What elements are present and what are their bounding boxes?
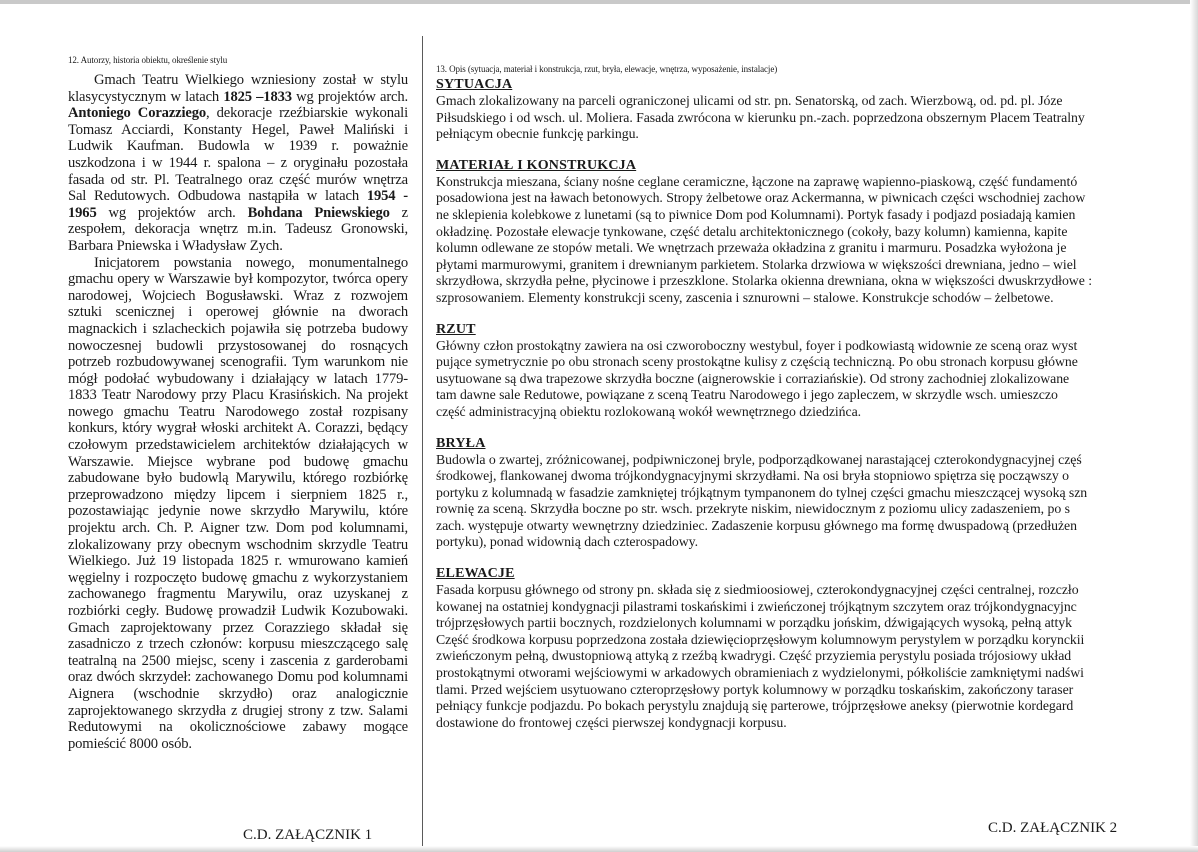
paragraph-text: Inicjatorem powstania nowego, monumentalnego gmachu opery w Warszawie był kompozytor, twórca opery narodowej, Wojciech Bogusławski. Wraz z rozwojem sztuki scenicznej i operowej głównie na dworach magnackich i szlacheckich pojawiła się potrzeba budowy nowoczesnej budowli przystosowanej do rosnących potrzeb rozbudowywanej scenografii. Tym warunkom nie mógł podołać wybudowany i działający w latach 1779-1833 Teatr Narodowy przy Placu Krasińskich. Na projekt nowego gmachu Teatru Narodowego został rozpisany konkurs, który wygrał włoski architekt A. Corazzi, będący czołowym przedstawicielem architektów działających w Warszawie. Miejsce wybrane pod budowę gmachu zabudowane było budowlą Marywilu, którego rozbiórkę przeprowadzono między lipcem i sierpniem 1825 r., pozostawiając jedynie nowe skrzydło Marywilu, które projektu arch. Ch. P. Aigner tzw. Dom pod kolumnami, zlokalizowany przy obecnym wschodnim skrzydle Teatru Wielkiego. Już 19 listopada 1825 r. wmurowano kamień węgielny i rozpoczęto budowę gmachu z wykorzystaniem zachowanego fragmentu Marywilu, oraz uzyskanej z rozbiórki cegły. Budowę prowadził Ludwik Kozubowaki. Gmach zaprojektowany przez Corazziego składał się zasadniczo z trzech członów: korpusu mieszczącego salę teatralną na 2500 miejsc, sceny i zascenia z garderobami oraz dwóch skrzydeł: zachowanego Domu pod kolumnami Aignera (wschodnie skrzydło) oraz analogicznie zaprojektowanego skrzydła z drugiej strony z tzw. Salami Redutowymi na okolicznościowe zabawy mogące pomieścić 8000 osób. [68, 254, 408, 752]
scan-edge-right [1190, 0, 1198, 852]
section-line: Główny człon prostokątny zawiera na osi czworoboczny westybul, foyer i podkowiastą widownie ze sceną oraz wyst [436, 337, 1078, 353]
description-sections [436, 77, 1188, 731]
paragraph-text: wg projektów arch. [96, 204, 248, 221]
history-paragraph [68, 255, 408, 753]
history-body [68, 72, 408, 752]
section-line: Konstrukcja mieszana, ściany nośne ceglane ceramiczne, łączone na zaprawę wapienno-piaskową, część fundamentó [436, 173, 1078, 189]
bold-text: 1954 - 1965 [68, 188, 408, 221]
section-line: szprosowaniem. Elementy konstrukcji sceny, zascenia i sznurowni – stalowe. Konstrukcje schodów – żelbetowe. [436, 289, 1054, 305]
section-line: prostokątnymi otworami wejściowymi w arkadowych obramieniach z wydzielonymi, półkoliście zamkniętymi nadświ [436, 665, 1084, 681]
section-text [436, 452, 1188, 552]
section-line: zach. występuje otwarty wewnętrzny dziedziniec. Zadaszenie korpusu głównego ma formę dwuspadową (przedłużen [436, 517, 1077, 533]
section-line: Gmach zlokalizowany na parceli ograniczonej ulicami od str. pn. Senatorską, od zach. Wierzbową, od. pd. pl. Józe [436, 93, 1063, 108]
section-bry-a [436, 436, 1188, 552]
section-line: zwieńczonym pełną, dwustopniową attyką z rzeźbą kwadrygi. Część przyziemia perystylu posiada trójosiowy układ [436, 648, 1072, 664]
paragraph-text: wg projektów arch. [291, 88, 409, 105]
history-paragraph [68, 72, 408, 255]
section-line: Budowla o zwartej, zróżnicowanej, podpiwniczonej bryle, podporządkowanej narastającej czterokondygnacyjnej częś [436, 451, 1082, 467]
section-heading: RZUT [436, 321, 476, 337]
section-line: tam dawne sale Redutowe, powiązane z sceną Teatru Narodowego i jego zapleczem, w skrzydle wsch. umieszczo [436, 387, 1058, 403]
section-line: środkowej, flankowanej dwoma trójkondygnacyjnymi skrzydłami. Na osi bryła stopniowo spiętrza się począwszy o [436, 468, 1069, 484]
footer-attachment-1: C.D. ZAŁĄCZNIK 1 [243, 827, 373, 843]
section-line: kowanej na ostatniej kondygnacji pilastrami toskańskimi i zwieńczonej trójkątnym szczytem oraz trójkondygnacyjnc [436, 598, 1077, 614]
section-line: część administracyjną obiektu rozlokowaną wokół wewnętrznego dziedzińca. [436, 403, 862, 419]
section-line: portyku), ponad widownią dach czterospadowy. [436, 534, 699, 550]
section-line: posadowiona jest na ławach betonowych. Stropy żelbetowe oraz Ackermanna, w piwnicach części wschodniej zachow [436, 190, 1086, 206]
right-column [436, 64, 1188, 746]
section-elewacje [436, 566, 1188, 731]
section-line: Fasada korpusu głównego od strony pn. składa się z siedmioosiowej, czterokondygnacyjnej części centralnej, rozczło [436, 582, 1079, 598]
section-line: pełniącym obecnie funkcję parkingu. [436, 126, 639, 142]
section-line: pujące symetrycznie po obu stronach sceny prostokątne kulisy z częścią techniczną. Po obu stronach korpusu główne [436, 354, 1078, 370]
section-line: pełniący funkcje podjazdu. Po bokach perystylu znajdują się parterowe, trójprzęsłowe aneksy (pierwotnie kordegard [436, 698, 1074, 714]
right-section-caption: 13. Opis (sytuacja, materiał i konstrukcja, rzut, bryła, elewacje, wnętrza, wyposażenie, instalacje) [436, 64, 778, 74]
section-line: kolumn odlewane ze stopów metali. We wnętrzach przeważa okładzina z granitu i marmuru. Posadzka wyłożona je [436, 240, 1067, 256]
section-line: rownię za sceną. Skrzydła boczne po str. wsch. przekryte niskim, niewidocznym z poziomu ulicy zadaszeniem, po s [436, 501, 1070, 517]
section-rzut [436, 322, 1188, 421]
section-line: ne sklepienia kolebkowe z lunetami (są to piwnice Dom pod Kolumnami). Portyk fasady i podjazd posiadają kamien [436, 206, 1076, 222]
left-column [68, 55, 408, 752]
bold-text: Antoniego Corazziego [68, 105, 206, 122]
section-text [436, 93, 1188, 143]
bold-text: 1825 –1833 [223, 88, 292, 105]
section-line: portyku z kolumnadą w fasadzie zamkniętej trójkątnym tympanonem do tylnej części gmachu mieszczącej wysoką szn [436, 484, 1088, 500]
left-section-caption: 12. Autorzy, historia obiektu, określenie stylu [68, 55, 228, 65]
section-heading: SYTUACJA [436, 77, 513, 92]
paragraph-text: Gmach Teatru Wielkiego wzniesiony został w stylu klasycystycznym w latach [68, 72, 408, 105]
section-heading: MATERIAŁ I KONSTRUKCJA [436, 157, 637, 173]
bold-text: Bohdana Pniewskiego [247, 204, 390, 221]
scan-edge-top [0, 0, 1198, 4]
section-line: dostawione do frontowej części pierwszej kondygnacji korpusu. [436, 714, 787, 730]
section-line: Część środkowa korpusu poprzedzona została dziewięcioprzęsłowym kolumnowym perystylem w porządku korynckii [436, 631, 1085, 647]
section-line: skrzydłowa, skrzydła pełne, płycinowe i przeszklone. Stolarka okienna drewniana, okna w większości dwuskrzydłowe : [436, 273, 1092, 289]
section-text [436, 582, 1188, 731]
column-divider [422, 36, 423, 846]
section-heading: BRYŁA [436, 435, 486, 451]
section-heading: ELEWACJE [436, 566, 515, 582]
section-line: trójprzęsłowych partii bocznych, rozdzielonych kolumnami w porządku jońskim, dźwigających wysoką, pełną attyk [436, 615, 1072, 631]
section-line: płytami marmurowymi, granitem i drewnianym parkietem. Stolarka drzwiowa w większości drewniana, jedno – wiel [436, 256, 1077, 272]
section-materia-i-konstrukcja [436, 158, 1188, 307]
section-line: tlami. Przed wejściem usytuowano czteroprzęsłowy portyk kolumnowy w porządku toskańskim, zakończony taraser [436, 681, 1074, 697]
scan-edge-bottom [0, 846, 1198, 852]
section-text [436, 338, 1188, 421]
section-line: Piłsudskiego i od wsch. ul. Moliera. Fasada zwrócona w kierunku pn.-zach. poprzedzona obszernym Placem Teatralny [436, 109, 1085, 125]
section-line: okładzinę. Pozostałe elewacje tynkowane, część detalu architektonicznego (cokoły, bazy kolumn) kamienna, kapite [436, 223, 1068, 239]
paragraph-text: z zespołem, dekoracja wnętrz m.in. Tadeusz Gronowski, Barbara Pniewska i Władysław Zych. [68, 204, 408, 254]
footer-attachment-2: C.D. ZAŁĄCZNIK 2 [988, 820, 1118, 836]
section-sytuacja [436, 77, 1188, 143]
paragraph-text: , dekoracje rzeźbiarskie wykonali Tomasz Acciardi, Konstanty Hegel, Paweł Maliński i Ludwik Kaufman. Budowla w 1939 r. poważnie uszkodzona i w 1944 r. spalona – z oryginału pozostała fasada od str. Pl. Teatralnego oraz część murów wnętrza Sal Redutowych. Odbudowa nastąpiła w latach [68, 105, 408, 205]
section-text [436, 174, 1188, 307]
section-line: usytuowane są dwa trapezowe skrzydła boczne (aignerowskie i corraziańskie). Od strony zachodniej zlokalizowane [436, 370, 1070, 386]
